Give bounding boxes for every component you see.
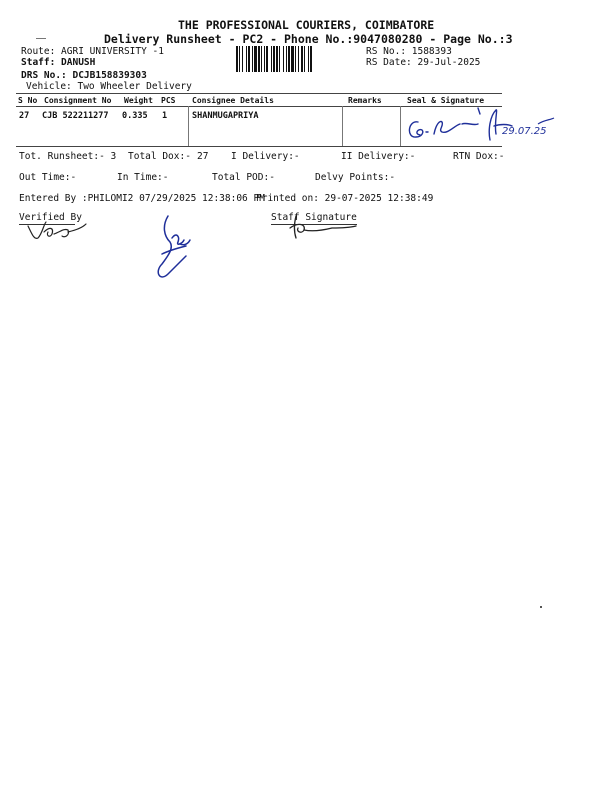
barcode-bar	[273, 46, 275, 72]
barcode-bar	[288, 46, 290, 72]
entered-by: Entered By :PHILOMI2 07/29/2025 12:38:06 PM	[19, 193, 265, 204]
seal-date: 29.07.25	[502, 126, 547, 137]
page-dot	[540, 606, 542, 608]
verified-by-label: Verified By	[19, 212, 82, 223]
page-dot	[36, 38, 46, 39]
recipient-signature	[404, 104, 574, 148]
staff-handwritten-signature	[146, 214, 206, 284]
ii-delivery: II Delivery:-	[341, 151, 416, 162]
total-dox-value: 27	[197, 151, 209, 162]
barcode-bar	[261, 46, 262, 72]
col-sno: S No	[18, 96, 38, 105]
barcode-bar	[248, 46, 250, 72]
col-divider	[400, 106, 401, 146]
delvy-points: Delvy Points:-	[315, 172, 396, 183]
verified-by-signature	[24, 214, 94, 244]
tot-runsheet: Tot. Runsheet:- 3	[19, 151, 117, 162]
rs-number: RS No.: 1588393	[366, 46, 452, 57]
barcode-bar	[310, 46, 312, 72]
barcode-bar	[264, 46, 265, 72]
in-time: In Time:-	[117, 172, 169, 183]
printed-on: Printed on: 29-07-2025 12:38:49	[256, 193, 434, 204]
cell-weight: 0.335	[122, 111, 148, 121]
col-remarks: Remarks	[348, 96, 382, 105]
barcode-bar	[279, 46, 280, 72]
barcode-bar	[266, 46, 268, 72]
barcode-bar	[246, 46, 247, 72]
cell-pcs: 1	[162, 111, 168, 121]
barcode-bar	[254, 46, 257, 72]
cell-sno: 27	[19, 111, 30, 121]
barcode-bar	[258, 46, 260, 72]
barcode	[236, 46, 360, 72]
staff-signature-label: Staff Signature	[271, 212, 357, 223]
out-time: Out Time:-	[19, 172, 77, 183]
barcode-bar	[276, 46, 278, 72]
staff-signature-scribble	[288, 214, 368, 244]
col-pcs: PCS	[161, 96, 176, 105]
barcode-bar	[271, 46, 272, 72]
col-seal-signature: Seal & Signature	[407, 96, 485, 105]
table-top-rule	[16, 93, 502, 94]
barcode-bar	[295, 46, 296, 72]
rs-date: RS Date: 29-Jul-2025	[366, 57, 481, 68]
barcode-bar	[236, 46, 238, 72]
i-delivery: I Delivery:-	[231, 151, 300, 162]
table-bottom-rule	[16, 146, 502, 147]
vehicle-label: Vehicle: Two Wheeler Delivery	[26, 81, 192, 92]
barcode-bar	[301, 46, 303, 72]
col-divider	[188, 106, 189, 146]
cell-consignment: CJB 522211277	[42, 111, 109, 121]
total-pod: Total POD:-	[212, 172, 275, 183]
drs-number: DRS No.: DCJB158839303	[21, 70, 147, 81]
barcode-bar	[286, 46, 287, 72]
route-label: Route: AGRI UNIVERSITY -1	[21, 46, 164, 57]
total-dox-label: Total Dox:-	[128, 151, 191, 162]
company-name: THE PROFESSIONAL COURIERS, COIMBATORE	[178, 18, 435, 32]
barcode-bar	[298, 46, 299, 72]
barcode-bar	[308, 46, 309, 72]
col-consignee: Consignee Details	[192, 96, 274, 105]
staff-label: Staff: DANUSH	[21, 57, 96, 68]
barcode-bar	[304, 46, 305, 72]
col-divider	[342, 106, 343, 146]
runsheet-title: Delivery Runsheet - PC2 - Phone No.:9047080280 - Page No.:3	[104, 32, 513, 46]
cell-consignee: SHANMUGAPRIYA	[192, 111, 259, 121]
barcode-bar	[239, 46, 240, 72]
barcode-bar	[252, 46, 253, 72]
barcode-bar	[283, 46, 284, 72]
col-consignment: Consignment No	[44, 96, 112, 105]
barcode-bar	[291, 46, 294, 72]
rtn-dox: RTN Dox:-	[453, 151, 505, 162]
barcode-bar	[242, 46, 243, 72]
col-weight: Weight	[124, 96, 153, 105]
